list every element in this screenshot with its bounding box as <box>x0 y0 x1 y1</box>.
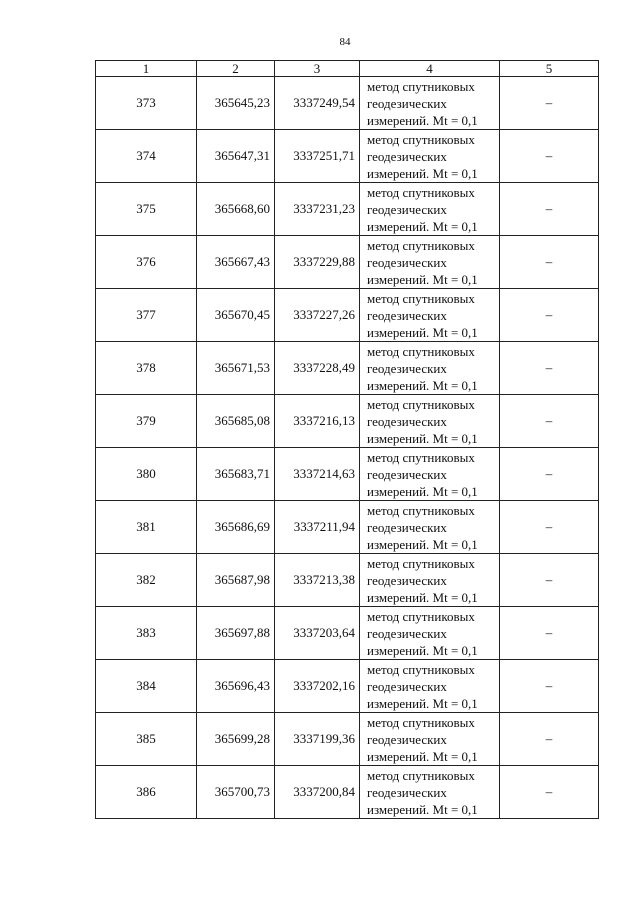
header-row <box>96 61 599 77</box>
point-number-cell: 382 <box>96 554 197 607</box>
table-row <box>96 130 599 183</box>
table-row <box>96 554 599 607</box>
x-coordinate-cell: 365699,28 <box>197 713 275 766</box>
y-coordinate-cell: 3337199,36 <box>275 713 360 766</box>
note-cell: – <box>500 713 599 766</box>
method-cell: метод спутниковых геодезических измерений. Mt = 0,1 <box>360 501 500 554</box>
table-row <box>96 448 599 501</box>
note-cell: – <box>500 130 599 183</box>
column-header-4: 4 <box>360 61 500 77</box>
column-header-5: 5 <box>500 61 599 77</box>
point-number-cell: 377 <box>96 289 197 342</box>
x-coordinate-cell: 365683,71 <box>197 448 275 501</box>
point-number-cell: 385 <box>96 713 197 766</box>
y-coordinate-cell: 3337216,13 <box>275 395 360 448</box>
table-row <box>96 342 599 395</box>
point-number-cell: 378 <box>96 342 197 395</box>
point-number-cell: 373 <box>96 77 197 130</box>
table-row <box>96 607 599 660</box>
x-coordinate-cell: 365671,53 <box>197 342 275 395</box>
column-header-1: 1 <box>96 61 197 77</box>
y-coordinate-cell: 3337211,94 <box>275 501 360 554</box>
note-cell: – <box>500 342 599 395</box>
note-cell: – <box>500 395 599 448</box>
y-coordinate-cell: 3337227,26 <box>275 289 360 342</box>
table-row <box>96 713 599 766</box>
method-cell: метод спутниковых геодезических измерений. Mt = 0,1 <box>360 236 500 289</box>
method-cell: метод спутниковых геодезических измерений. Mt = 0,1 <box>360 130 500 183</box>
x-coordinate-cell: 365645,23 <box>197 77 275 130</box>
method-cell: метод спутниковых геодезических измерений. Mt = 0,1 <box>360 713 500 766</box>
method-cell: метод спутниковых геодезических измерений. Mt = 0,1 <box>360 660 500 713</box>
point-number-cell: 375 <box>96 183 197 236</box>
note-cell: – <box>500 289 599 342</box>
y-coordinate-cell: 3337249,54 <box>275 77 360 130</box>
note-cell: – <box>500 766 599 819</box>
y-coordinate-cell: 3337200,84 <box>275 766 360 819</box>
point-number-cell: 381 <box>96 501 197 554</box>
note-cell: – <box>500 660 599 713</box>
x-coordinate-cell: 365697,88 <box>197 607 275 660</box>
point-number-cell: 383 <box>96 607 197 660</box>
point-number-cell: 380 <box>96 448 197 501</box>
note-cell: – <box>500 448 599 501</box>
y-coordinate-cell: 3337228,49 <box>275 342 360 395</box>
point-number-cell: 386 <box>96 766 197 819</box>
point-number-cell: 376 <box>96 236 197 289</box>
method-cell: метод спутниковых геодезических измерений. Mt = 0,1 <box>360 554 500 607</box>
x-coordinate-cell: 365647,31 <box>197 130 275 183</box>
x-coordinate-cell: 365668,60 <box>197 183 275 236</box>
table-body <box>96 77 599 819</box>
method-cell: метод спутниковых геодезических измерений. Mt = 0,1 <box>360 183 500 236</box>
table-row <box>96 766 599 819</box>
column-header-2: 2 <box>197 61 275 77</box>
point-number-cell: 384 <box>96 660 197 713</box>
point-number-cell: 379 <box>96 395 197 448</box>
x-coordinate-cell: 365670,45 <box>197 289 275 342</box>
note-cell: – <box>500 77 599 130</box>
note-cell: – <box>500 236 599 289</box>
note-cell: – <box>500 554 599 607</box>
x-coordinate-cell: 365700,73 <box>197 766 275 819</box>
method-cell: метод спутниковых геодезических измерений. Mt = 0,1 <box>360 395 500 448</box>
table-row <box>96 236 599 289</box>
table-row <box>96 183 599 236</box>
point-number-cell: 374 <box>96 130 197 183</box>
y-coordinate-cell: 3337251,71 <box>275 130 360 183</box>
y-coordinate-cell: 3337213,38 <box>275 554 360 607</box>
method-cell: метод спутниковых геодезических измерений. Mt = 0,1 <box>360 342 500 395</box>
method-cell: метод спутниковых геодезических измерений. Mt = 0,1 <box>360 289 500 342</box>
y-coordinate-cell: 3337229,88 <box>275 236 360 289</box>
table-row <box>96 660 599 713</box>
y-coordinate-cell: 3337203,64 <box>275 607 360 660</box>
table-row <box>96 395 599 448</box>
y-coordinate-cell: 3337202,16 <box>275 660 360 713</box>
x-coordinate-cell: 365686,69 <box>197 501 275 554</box>
page-number: 84 <box>339 36 351 48</box>
method-cell: метод спутниковых геодезических измерений. Mt = 0,1 <box>360 77 500 130</box>
table-row <box>96 289 599 342</box>
x-coordinate-cell: 365667,43 <box>197 236 275 289</box>
y-coordinate-cell: 3337231,23 <box>275 183 360 236</box>
method-cell: метод спутниковых геодезических измерений. Mt = 0,1 <box>360 607 500 660</box>
method-cell: метод спутниковых геодезических измерений. Mt = 0,1 <box>360 766 500 819</box>
y-coordinate-cell: 3337214,63 <box>275 448 360 501</box>
x-coordinate-cell: 365696,43 <box>197 660 275 713</box>
note-cell: – <box>500 607 599 660</box>
table-row <box>96 501 599 554</box>
note-cell: – <box>500 183 599 236</box>
x-coordinate-cell: 365687,98 <box>197 554 275 607</box>
table-row <box>96 77 599 130</box>
method-cell: метод спутниковых геодезических измерений. Mt = 0,1 <box>360 448 500 501</box>
coordinates-table <box>95 60 599 819</box>
x-coordinate-cell: 365685,08 <box>197 395 275 448</box>
note-cell: – <box>500 501 599 554</box>
column-header-3: 3 <box>275 61 360 77</box>
